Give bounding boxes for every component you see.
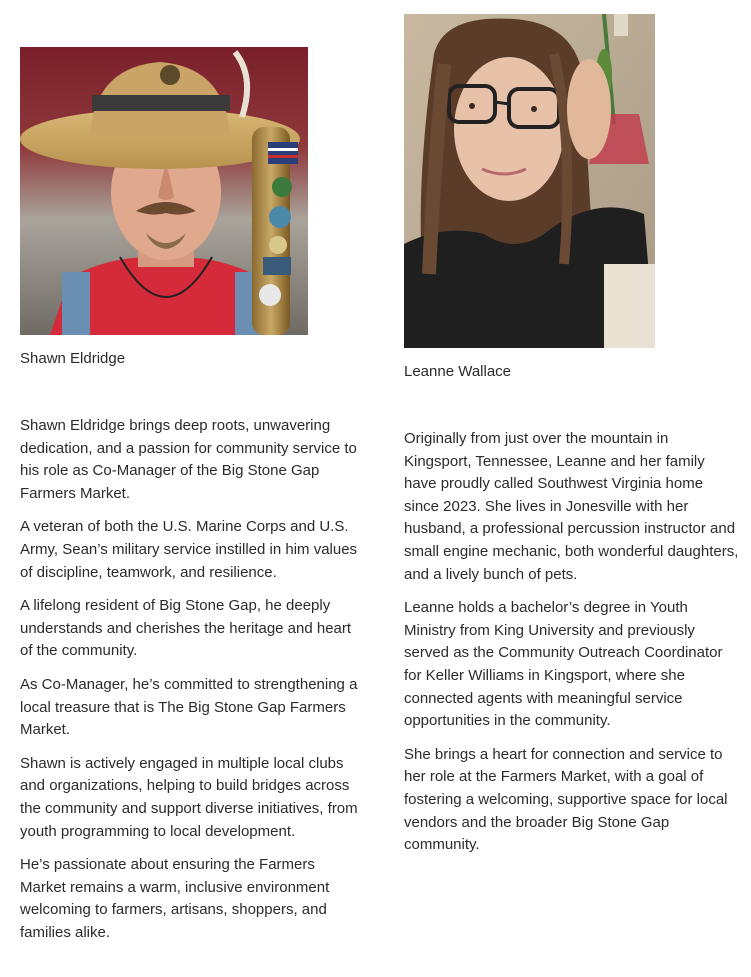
bio-paragraph: Originally from just over the mountain in Kingsport, Tennessee, Leanne and her family have proudly called Southwest Virginia home since 2023. She lives in Jonesville with her husband, a professional percussion instructor and small engine mechanic, both wonderful daughters, and a lively bunch of pets. [404, 430, 739, 583]
bio-paragraph: Shawn Eldridge brings deep roots, unwavering dedication, and a passion for community service to his role as Co-Manager of the Big Stone Gap Farmers Market. [20, 417, 357, 502]
bio-paragraph: He’s passionate about ensuring the Farmers Market remains a warm, inclusive environment welcoming to farmers, artisans, shoppers, and families alike. [20, 856, 330, 941]
shawn-eldridge-caption: Shawn Eldridge [20, 350, 126, 367]
bio-paragraph: As Co-Manager, he’s committed to strengthening a local treasure that is The Big Stone Gap Farmers Market. [20, 675, 358, 739]
bio-paragraph: Shawn is actively engaged in multiple local clubs and organizations, helping to build bridges across the community and support diverse initiatives, from youth programming to local development. [20, 754, 358, 840]
leanne-wallace-photo [404, 14, 655, 348]
leanne-wallace-bio [404, 428, 739, 868]
leanne-wallace-caption: Leanne Wallace [404, 363, 512, 380]
shawn-eldridge-bio [20, 415, 360, 955]
bio-paragraph: A lifelong resident of Big Stone Gap, he deeply understands and cherishes the heritage and heart of the community. [20, 597, 352, 660]
bio-paragraph: A veteran of both the U.S. Marine Corps and U.S. Army, Sean’s military service instilled in him values of discipline, teamwork, and resilience. [20, 518, 358, 581]
bio-paragraph: Leanne holds a bachelor’s degree in Youth Ministry from King University and previously served as the Community Outreach Coordinator for Keller Williams in Kingsport, where she connected agents with meaningful service opportunities in the community. [404, 599, 723, 730]
shawn-eldridge-photo [20, 47, 308, 335]
bio-paragraph: She brings a heart for connection and service to her role at the Farmers Market, with a goal of fostering a welcoming, supportive space for local vendors and the broader Big Stone Gap community. [404, 745, 728, 854]
